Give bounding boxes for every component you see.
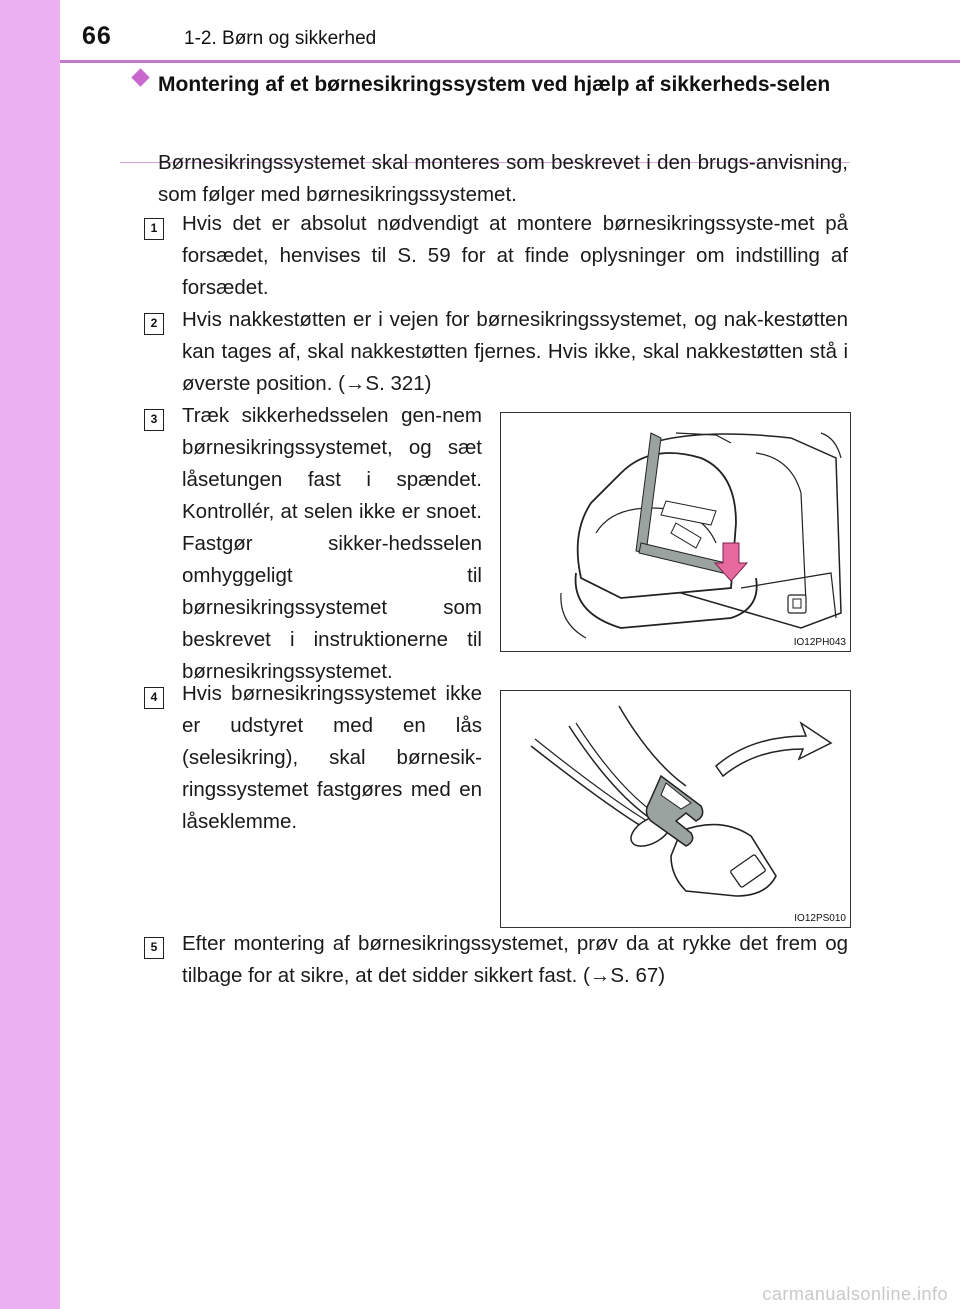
header-rule — [60, 60, 960, 63]
step-badge-4: 4 — [144, 687, 164, 709]
step-badge-3: 3 — [144, 409, 164, 431]
child-seat-illustration — [500, 412, 851, 652]
step-text-1: Hvis det er absolut nødvendigt at montere børnesikringssyste-met på forsædet, henvises til S. 59 for at finde oplysninger om indstilling af forsædet. — [182, 212, 848, 299]
step-badge-2: 2 — [144, 313, 164, 335]
child-seat-drawing — [501, 413, 850, 651]
locking-clip-illustration — [500, 690, 851, 928]
watermark: carmanualsonline.info — [762, 1284, 948, 1304]
left-margin-band — [0, 0, 60, 1309]
locking-clip-drawing — [501, 691, 850, 927]
step-badge-5: 5 — [144, 937, 164, 959]
step-badge-1: 1 — [144, 218, 164, 240]
section-header: 1-2. Børn og sikkerhed — [184, 28, 377, 49]
step-text-2: Hvis nakkestøtten er i vejen for børnesikringssystemet, og nak-kestøtten kan tages af, skal nakkestøtten fjernes. Hvis ikke, skal nakkestøtten stå i øverste position. (→S. 321) — [182, 308, 848, 395]
step-text-3: Træk sikkerhedsselen gen-nem børnesikringssystemet, og sæt låsetungen fast i spændet. Kontrollér, at selen ikke er snoet. Fastgør sikker-hedsselen omhyggeligt til børnesikringssystemet som beskrevet i instruktionerne til børnesikringssystemet. — [182, 404, 482, 683]
section-heading: Montering af et børnesikringssystem ved hjælp af sikkerheds-selen — [158, 73, 831, 96]
step-text-5: Efter montering af børnesikringssystemet, prøv da at rykke det frem og tilbage for at sikre, at det sidder sikkert fast. (→S. 67) — [182, 932, 848, 987]
page-number: 66 — [82, 22, 112, 50]
figure-code: IO12PS010 — [794, 913, 846, 924]
diamond-bullet-icon — [131, 68, 149, 86]
intro-paragraph: Børnesikringssystemet skal monteres som beskrevet i den brugs-anvisning, som følger med børnesikringssystemet. — [158, 151, 848, 206]
figure-code: IO12PH043 — [793, 637, 846, 648]
step-text-4: Hvis børnesikringssystemet ikke er udstyret med en lås (selesikring), skal børnesik-ringssystemet fastgøres med en låseklemme. — [182, 682, 482, 833]
